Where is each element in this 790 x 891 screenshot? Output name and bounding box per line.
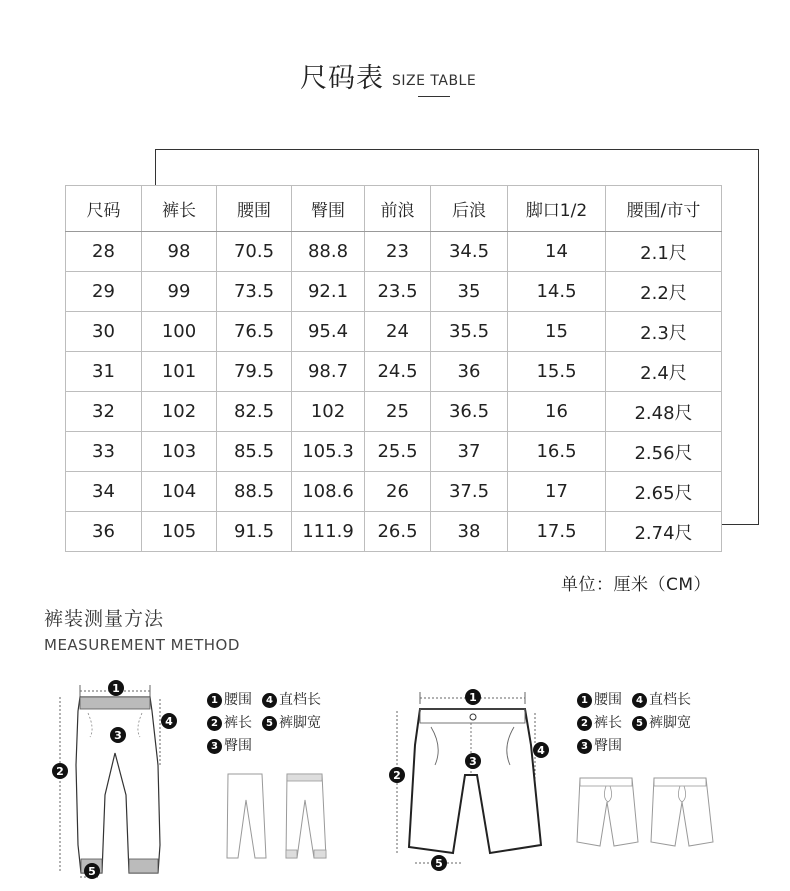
- table-cell: 25.5: [365, 432, 431, 472]
- column-header: 腰围: [217, 186, 292, 232]
- svg-text:1: 1: [112, 682, 120, 695]
- svg-text:3: 3: [114, 729, 122, 742]
- table-row: [66, 432, 722, 472]
- legend-item-waist: 1 腰围: [577, 689, 622, 712]
- table-cell: 108.6: [292, 472, 365, 512]
- title-chinese: 尺码表: [300, 63, 384, 94]
- table-cell: 2.1尺: [606, 232, 722, 272]
- table-cell: 95.4: [292, 312, 365, 352]
- table-cell: 17: [508, 472, 606, 512]
- table-cell: 104: [142, 472, 217, 512]
- table-cell: 91.5: [217, 512, 292, 552]
- table-cell: 102: [292, 392, 365, 432]
- table-cell: 79.5: [217, 352, 292, 392]
- svg-text:2: 2: [56, 765, 64, 778]
- number-2-icon: 2: [577, 716, 592, 731]
- table-cell: 35: [431, 272, 508, 312]
- svg-text:5: 5: [88, 865, 96, 878]
- legend-item-hip: 3 臀围: [577, 735, 622, 758]
- table-cell: 28: [66, 232, 142, 272]
- table-cell: 98: [142, 232, 217, 272]
- table-cell: 14: [508, 232, 606, 272]
- long-pants-diagram: [40, 675, 180, 885]
- table-cell: 35.5: [431, 312, 508, 352]
- table-header-row: [66, 186, 722, 232]
- number-1-icon: 1: [577, 693, 592, 708]
- table-cell: 85.5: [217, 432, 292, 472]
- table-cell: 34.5: [431, 232, 508, 272]
- column-header: 前浪: [365, 186, 431, 232]
- number-4-icon: 4: [632, 693, 647, 708]
- table-cell: 37: [431, 432, 508, 472]
- table-cell: 15.5: [508, 352, 606, 392]
- table-cell: 36: [431, 352, 508, 392]
- number-1-icon: 1: [207, 693, 222, 708]
- table-cell: 26.5: [365, 512, 431, 552]
- table-cell: 38: [431, 512, 508, 552]
- svg-text:4: 4: [537, 744, 545, 757]
- legend-item-rise: 4 直档长: [262, 689, 321, 712]
- long-pants-thumbnails: [222, 770, 337, 865]
- svg-text:2: 2: [393, 769, 401, 782]
- table-cell: 16.5: [508, 432, 606, 472]
- shorts-thumbnails: [572, 772, 722, 857]
- table-cell: 36: [66, 512, 142, 552]
- svg-text:4: 4: [165, 715, 173, 728]
- table-cell: 76.5: [217, 312, 292, 352]
- number-4-icon: 4: [262, 693, 277, 708]
- size-table: [65, 185, 722, 552]
- legend-item-rise: 4 直档长: [632, 689, 691, 712]
- table-cell: 73.5: [217, 272, 292, 312]
- table-cell: 82.5: [217, 392, 292, 432]
- number-5-icon: 5: [262, 716, 277, 731]
- table-row: [66, 512, 722, 552]
- table-cell: 2.48尺: [606, 392, 722, 432]
- column-header: 尺码: [66, 186, 142, 232]
- method-title-chinese: 裤装测量方法: [44, 608, 165, 630]
- legend-shorts: [577, 689, 691, 758]
- legend-item-length: 2 裤长: [207, 712, 252, 735]
- table-cell: 98.7: [292, 352, 365, 392]
- table-body: [66, 232, 722, 552]
- table-cell: 31: [66, 352, 142, 392]
- column-header: 裤长: [142, 186, 217, 232]
- table-cell: 25: [365, 392, 431, 432]
- table-cell: 15: [508, 312, 606, 352]
- table-cell: 16: [508, 392, 606, 432]
- unit-note: 单位：厘米（CM）: [561, 575, 712, 595]
- table-cell: 2.65尺: [606, 472, 722, 512]
- number-3-icon: 3: [207, 739, 222, 754]
- title-english: [392, 73, 476, 89]
- table-cell: 103: [142, 432, 217, 472]
- table-cell: 99: [142, 272, 217, 312]
- column-header: 脚口1/2: [508, 186, 606, 232]
- table-cell: 2.2尺: [606, 272, 722, 312]
- table-cell: 105.3: [292, 432, 365, 472]
- table-row: [66, 392, 722, 432]
- table-cell: 34: [66, 472, 142, 512]
- legend-item-length: 2 裤长: [577, 712, 622, 735]
- legend-item-leg-opening: 5 裤脚宽: [262, 712, 321, 735]
- method-title-english: MEASUREMENT METHOD: [44, 636, 240, 654]
- number-3-icon: 3: [577, 739, 592, 754]
- table-row: [66, 352, 722, 392]
- title-underline: [418, 96, 450, 97]
- table-cell: 88.8: [292, 232, 365, 272]
- title-english-text: SIZE TABLE: [392, 73, 477, 89]
- table-cell: 30: [66, 312, 142, 352]
- table-row: [66, 232, 722, 272]
- svg-text:1: 1: [469, 691, 477, 704]
- table-cell: 102: [142, 392, 217, 432]
- table-cell: 23: [365, 232, 431, 272]
- svg-text:3: 3: [469, 755, 477, 768]
- table-cell: 24: [365, 312, 431, 352]
- table-cell: 2.56尺: [606, 432, 722, 472]
- table-row: [66, 312, 722, 352]
- table-cell: 101: [142, 352, 217, 392]
- table-cell: 2.3尺: [606, 312, 722, 352]
- table-cell: 33: [66, 432, 142, 472]
- legend-item-waist: 1 腰围: [207, 689, 252, 712]
- column-header: 臀围: [292, 186, 365, 232]
- table-row: [66, 272, 722, 312]
- table-cell: 36.5: [431, 392, 508, 432]
- shorts-diagram: [385, 685, 555, 875]
- legend-long-pants: [207, 689, 321, 758]
- table-cell: 2.4尺: [606, 352, 722, 392]
- column-header: 后浪: [431, 186, 508, 232]
- table-cell: 29: [66, 272, 142, 312]
- table-cell: 2.74尺: [606, 512, 722, 552]
- number-5-icon: 5: [632, 716, 647, 731]
- legend-item-hip: 3 臀围: [207, 735, 252, 758]
- table-cell: 37.5: [431, 472, 508, 512]
- column-header: 腰围/市寸: [606, 186, 722, 232]
- number-2-icon: 2: [207, 716, 222, 731]
- table-cell: 70.5: [217, 232, 292, 272]
- legend-item-leg-opening: 5 裤脚宽: [632, 712, 691, 735]
- table-cell: 105: [142, 512, 217, 552]
- table-cell: 24.5: [365, 352, 431, 392]
- table-cell: 92.1: [292, 272, 365, 312]
- table-cell: 100: [142, 312, 217, 352]
- table-row: [66, 472, 722, 512]
- table-cell: 88.5: [217, 472, 292, 512]
- table-cell: 17.5: [508, 512, 606, 552]
- page-title: [300, 56, 476, 95]
- table-cell: 26: [365, 472, 431, 512]
- table-cell: 23.5: [365, 272, 431, 312]
- table-cell: 111.9: [292, 512, 365, 552]
- svg-text:5: 5: [435, 857, 443, 870]
- table-cell: 14.5: [508, 272, 606, 312]
- table-cell: 32: [66, 392, 142, 432]
